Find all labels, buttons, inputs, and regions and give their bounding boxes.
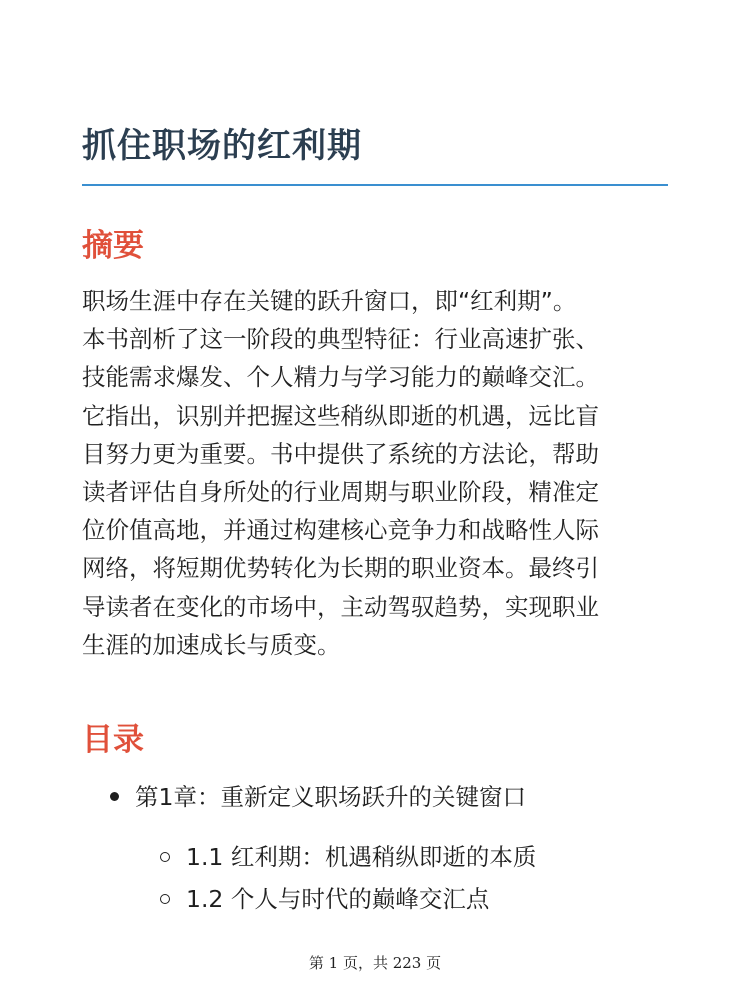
circle-bullet-icon [160, 852, 170, 862]
document-title: 抓住职场的红利期 [82, 126, 362, 166]
abstract-paragraph [82, 282, 672, 664]
abstract-line: 职场生涯中存在关键的跃升窗口，即“红利期”。 [82, 287, 577, 315]
toc-section-1-2 [160, 880, 489, 914]
abstract-line: 它指出，识别并把握这些稍纵即逝的机遇，远比盲 [82, 401, 599, 430]
abstract-line: 导读者在变化的市场中，主动驾驭趋势，实现职业 [82, 592, 599, 621]
abstract-line: 位价值高地，并通过构建核心竞争力和战略性人际 [82, 516, 599, 545]
abstract-line: 目努力更为重要。书中提供了系统的方法论，帮助 [82, 439, 599, 468]
abstract-line: 生涯的加速成长与质变。 [82, 630, 341, 659]
toc-chapter-1 [110, 778, 526, 812]
toc-chapter-1-label: 第1章：重新定义职场跃升的关键窗口 [135, 783, 526, 811]
bullet-icon [110, 792, 119, 801]
abstract-line: 网络，将短期优势转化为长期的职业资本。最终引 [82, 554, 599, 583]
abstract-line: 本书剖析了这一阶段的典型特征：行业高速扩张、 [82, 325, 599, 354]
abstract-line: 技能需求爆发、个人精力与学习能力的巅峰交汇。 [82, 363, 599, 392]
abstract-line: 读者评估自身所处的行业周期与职业阶段，精准定 [82, 478, 599, 507]
toc-section-1-1 [160, 838, 536, 872]
circle-bullet-icon [160, 894, 170, 904]
toc-section-1-1-label: 1.1 红利期：机遇稍纵即逝的本质 [186, 843, 537, 871]
page-number: 第 1 页，共 223 页 [308, 954, 442, 972]
toc-section-1-2-label: 1.2 个人与时代的巅峰交汇点 [186, 885, 490, 913]
title-divider [82, 184, 668, 186]
abstract-heading: 摘要 [82, 228, 144, 264]
toc-heading: 目录 [82, 722, 144, 758]
